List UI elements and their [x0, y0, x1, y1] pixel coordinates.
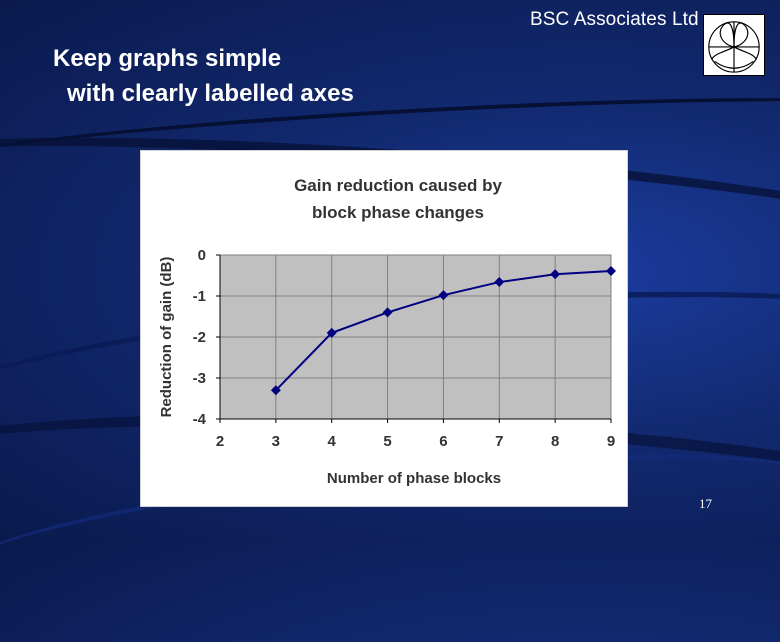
x-tick-label: 8 — [550, 433, 560, 450]
x-axis-label: Number of phase blocks — [326, 470, 502, 487]
y-tick-label: -3 — [192, 370, 206, 387]
slide-number: 17 — [699, 496, 712, 511]
company-name: BSC Associates Ltd — [530, 9, 699, 30]
x-tick-label: 5 — [383, 433, 392, 450]
y-tick-label: -1 — [192, 288, 206, 305]
slide-title-line-2: with clearly labelled axes — [67, 80, 354, 107]
chart-container — [140, 150, 628, 507]
slide-title — [53, 41, 354, 111]
slide-title-line-1: Keep graphs simple — [53, 45, 282, 72]
line-chart — [141, 151, 627, 506]
y-tick-label: 0 — [197, 247, 206, 264]
y-tick-label: -2 — [192, 329, 206, 346]
y-tick-label: -4 — [192, 411, 206, 428]
x-tick-label: 6 — [439, 433, 448, 450]
y-axis-label: Reduction of gain (dB) — [158, 256, 175, 418]
x-tick-label: 2 — [215, 433, 225, 450]
chart-title-line-2: block phase changes — [312, 203, 484, 222]
x-tick-label: 7 — [495, 433, 504, 450]
x-tick-label: 4 — [327, 433, 336, 450]
x-tick-label: 9 — [606, 433, 616, 450]
polar-diagram-icon — [703, 14, 765, 76]
chart-title-line-1: Gain reduction caused by — [294, 176, 502, 195]
x-tick-label: 3 — [271, 433, 281, 450]
